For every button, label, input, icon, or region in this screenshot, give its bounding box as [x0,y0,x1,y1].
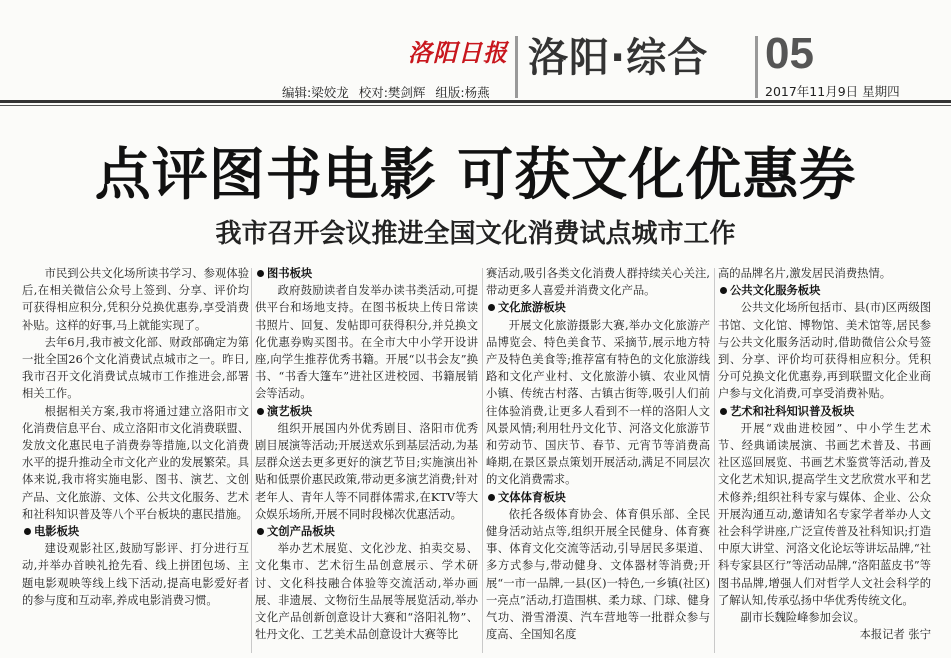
masthead-divider [755,36,758,98]
header-rule-thin [0,105,951,106]
credit-layout: 组版:杨燕 [435,85,490,100]
masthead-divider [515,36,518,98]
paragraph: 公共文化场所包括市、县(市)区两级图书馆、文化馆、博物馆、美术馆等,居民参与公共文化服务活动时,借助微信公众号签到、分享、评价均可获得相应积分。凭积分可兑换文化优惠券,再到联盟文化企业商户参与文化消费,可享受消费补贴。 [718,301,931,401]
article-column-4 [718,265,931,658]
section-title: 洛阳·综合 [528,35,709,81]
paragraph: 赛活动,吸引各类文化消费人群持续关心关注,带动更多人喜爱并消费文化产品。 [486,267,710,298]
article-column-1 [22,265,249,658]
editorial-credits [282,83,496,101]
paragraph: 去年6月,我市被文化部、财政部确定为第一批全国26个文化消费试点城市之一。昨日,我市召开文化消费试点城市工作推进会,部署相关工作。 [22,335,249,401]
bullet-icon [257,270,264,277]
paragraph: 开展文化旅游摄影大赛,举办文化旅游产品博览会、特色美食节、采摘节,展示地方特产及特色美食等;推荐富有特色的文化旅游线路和文化产业村、文化旅游小镇、农业风情小镇、传统古村落、古镇古街等,吸引人们前往体验消费,让更多人看到不一样的洛阳人文风景风情;利用牡丹文化节、河洛文化旅游节和劳动节、国庆节、春节、元宵节等消费高峰期,在景区景点策划开展活动,满足不同层次的文化消费需求。 [486,318,710,487]
paragraph: 根据相关方案,我市将通过建立洛阳市文化消费信息平台、成立洛阳市文化消费联盟、发放文化惠民电子消费券等措施,以文化消费水平的提升推动全市文化产业的发展繁荣。具体来说,我市将实施电影、图书、演艺、文创产品、文化旅游、文体、公共文化服务、艺术和社科知识普及等八个平台板块的惠民措施。 [22,404,249,521]
bullet-icon [720,408,727,415]
section-heading: 文创产品板块 [255,523,478,540]
paragraph: 副市长魏险峰参加会议。 [740,611,865,625]
bullet-icon [488,494,495,501]
column-divider [482,268,483,653]
masthead [0,0,951,105]
section-heading: 图书板块 [255,265,478,282]
header-rule [0,100,951,103]
bullet-icon [257,528,264,535]
bullet-icon [488,304,495,311]
section-heading: 文体体育板块 [486,489,710,506]
article-column-3 [486,265,710,658]
bullet-icon [720,287,727,294]
section-heading: 文化旅游板块 [486,299,710,316]
paragraph: 建设观影社区,鼓励写影评、打分进行互动,并举办首映礼抢先看、线上拼团包场、主题电影观映等线上线下活动,提高电影爱好者的参与度和互动率,养成电影消费习惯。 [22,542,249,607]
paragraph: 开展“戏曲进校园”、中小学生艺术节、经典诵读展演、书画艺术普及、书画社区巡回展览、书画艺术鉴赏等活动,普及文化艺术知识,提高学生文艺欣赏水平和艺术修养;组织社科专家与媒体、企业、公众开展沟通互动,邀请知名专家学者举办人文社会科学讲座,广泛宣传普及社科知识;打造中原大讲堂、河洛文化论坛等讲坛品牌,“社科专家县区行”等活动品牌,“洛阳蓝皮书”等图书品牌,增强人们对哲学人文社会科学的了解认知,传承弘扬中华优秀传统文化。 [718,421,931,607]
column-divider [714,268,715,653]
article-column-2 [255,265,478,658]
paragraph: 高的品牌名片,激发居民消费热情。 [718,267,892,280]
column-divider [251,268,252,653]
byline: 本报记者 张宁 [859,628,931,642]
paragraph: 举办艺术展览、文化沙龙、拍卖交易、文化集市、艺术衍生品创意展示、学术研讨、文化科技融合体验等交流活动,举办画展、非遗展、文物衍生品展等展览活动,举办文化产品创新创意设计大赛和“洛阳礼物”、牡丹文化、工艺美术品创意设计大赛等比 [255,542,478,642]
bullet-icon [24,528,31,535]
paragraph: 组织开展国内外优秀剧目、洛阳市优秀剧目展演等活动;开展送欢乐到基层活动,为基层群众送去更多更好的演艺节目;实施演出补贴和低票价惠民政策,带动更多演艺消费;针对老年人、青年人等不同群体需求,在KTV等大众娱乐场所,开展不同时段梯次优惠活动。 [255,421,478,521]
credit-proofreader: 校对:樊剑辉 [358,85,426,100]
section-heading: 公共文化服务板块 [718,282,931,299]
credit-editor: 编辑:梁姣龙 [282,85,349,100]
page-number: 05 [765,29,814,78]
paragraph: 依托各级体育协会、体育俱乐部、全民健身活动站点等,组织开展全民健身、体育赛事、体育文化交流等活动,引导居民多渠道、多方式参与,带动健身、文体器材等消费;开展“一市一品牌,一县(区)一特色,一乡镇(社区)一亮点”活动,打造围棋、柔力球、门球、健身气功、滑雪滑漠、汽车营地等一批群众参与度高、全国知名度 [486,507,710,642]
paragraph: 政府鼓励读者自发举办读书类活动,可提供平台和场地支持。在图书板块上传日常读书照片、回复、发帖即可获得积分,并兑换文化优惠券购买图书。在全市大中小学开设讲座,向学生推荐优秀书籍。开展“以书会友”换书、“书香大篷车”进社区进校园、书籍展销会等活动。 [255,284,478,401]
section-heading: 电影板块 [22,523,249,540]
article-headline: 点评图书电影 可获文化优惠券 [94,143,857,208]
section-heading: 演艺板块 [255,403,478,420]
article-subheadline: 我市召开会议推进全国文化消费试点城市工作 [215,219,736,249]
section-heading: 艺术和社科知识普及板块 [718,403,931,420]
paragraph: 市民到公共文化场所读书学习、参观体验后,在相关微信公众号上签到、分享、评价均可获得相应积分,凭积分兑换优惠券,享受消费补贴。这样的好事,马上就能实现了。 [22,267,249,332]
newspaper-logo: 洛阳日报 [408,38,508,67]
publication-date: 2017年11月9日 星期四 [765,84,900,99]
bullet-icon [257,408,264,415]
